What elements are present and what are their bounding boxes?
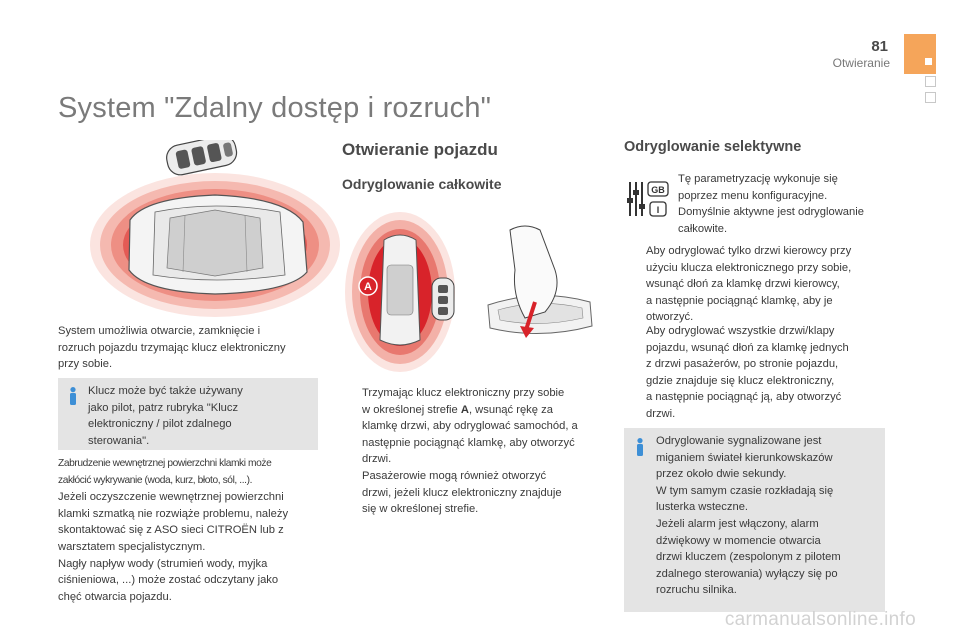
bullet1-line: użyciu klucza elektronicznego przy sobie, [646,261,852,274]
bullet-line: Trzymając klucz elektroniczny przy sobie [362,387,565,399]
info-line: Odryglowanie sygnalizowane jest [656,435,822,447]
chapter-tab [925,76,936,87]
info-box-unlock-signal [624,428,885,612]
warning-line: Nagły napływ wody (strumień wody, myjka [58,557,268,570]
info-line: Klucz może być także używany [88,385,243,397]
warning-line: skontaktować się z ASO sieci CITROËN lub z [58,524,284,537]
i-label: I [656,205,660,215]
config-line: Domyślnie aktywne jest odryglowanie [678,206,864,219]
info-line: W tym samym czasie rozkładają się [656,484,834,497]
info-line: lusterka wsteczne. [656,501,749,514]
info-line: miganiem świateł kierunkowskazów [656,451,833,464]
subtitle-full-unlock: Odryglowanie całkowite [342,176,502,192]
warning-line: zakłócić wykrywanie (woda, kurz, błoto, sól, ...). [58,474,253,486]
info-line: dźwiękowy w momencie otwarcia [656,534,821,547]
zone-a-label: A [364,281,372,293]
info-box-key-remote [58,378,318,450]
warning-line: ciśnieniowa, ...) może zostać odczytany jako [58,574,279,587]
intro-line: przy sobie. [58,358,113,371]
info-line: Jeżeli alarm jest włączony, alarm [656,517,819,530]
info-line: sterowania". [88,434,150,447]
info-line: rozruchu silnika. [656,584,737,597]
bullet-line: Pasażerowie mogą również otworzyć [362,469,547,482]
watermark: carmanualsonline.info [724,609,916,630]
config-line: poprzez menu konfiguracyjne. [678,189,828,202]
bullet1-line: otworzyć. [646,311,694,324]
info-line: drzwi kluczem (zespolonym z pilotem [656,551,841,564]
section-title-opening: Otwieranie pojazdu [342,140,498,159]
bullet2-line: z drzwi pasażerów, po stronie pojazdu, [646,358,839,371]
subtitle-selective-unlock: Odryglowanie selektywne [624,139,802,155]
bullet1-line: wsunąć dłoń za klamkę drzwi kierowcy, [646,278,840,291]
bullet2-line: a następnie pociągnąć ją, aby otworzyć [646,391,842,404]
chapter-tab-active [904,34,936,74]
chapter-tab [925,92,936,103]
info-icon [66,387,80,405]
unlock-zone-illustration [340,210,600,380]
warning-line: warsztatem specjalistycznym. [58,540,206,553]
bullet-line: klamkę drzwi, aby odryglować samochód, a [362,420,578,433]
gb-label: GB [651,185,665,195]
config-line: Tę parametryzację wykonuje się [678,173,838,185]
car-detection-zones-illustration [85,140,345,320]
warning-line: Jeżeli oczyszczenie wewnętrznej powierzchni [58,491,284,504]
bullet-line: następnie pociągnąć klamkę, aby otworzyć [362,436,575,449]
bullet-line: w określonej strefie [362,403,458,416]
intro-line: rozruch pojazdu trzymając klucz elektroniczny [58,341,286,354]
chapter-title: Otwieranie [832,56,890,70]
zone-a-ref: A [460,403,469,416]
bullet-line: drzwi, jeżeli klucz elektroniczny znajduje [362,486,562,499]
bullet2-line: Aby odryglować wszystkie drzwi/klapy [646,325,835,337]
bullet-line: drzwi. [362,453,392,466]
info-line: jako pilot, patrz rubryka "Klucz [88,401,239,414]
warning-line: Zabrudzenie wewnętrznej powierzchni klamki może [58,458,272,469]
page-title: System "Zdalny dostęp i rozruch" [58,92,492,124]
bullet2-line: drzwi. [646,407,676,420]
bullet1-line: a następnie pociągnąć klamkę, aby je [646,294,833,307]
bullet-line: , wsunąć rękę za [468,403,553,416]
intro-line: System umożliwia otwarcie, zamknięcie i [58,325,261,337]
info-line: przez około dwie sekundy. [656,468,787,481]
page-number: 81 [871,38,888,55]
config-menu-icon [626,178,670,220]
info-line: elektroniczny / pilot zdalnego [88,418,232,431]
config-line: całkowite. [678,222,728,235]
bullet1-line: Aby odryglować tylko drzwi kierowcy przy [646,245,852,257]
info-icon [633,438,647,456]
bullet2-line: pojazdu, wsunąć dłoń za klamkę jednych [646,341,849,354]
bullet-line: się w określonej strefie. [362,503,479,516]
bullet2-line: gdzie znajduje się klucz elektroniczny, [646,374,835,387]
warning-line: klamki szmatką nie rozwiąże problemu, należy [58,507,289,520]
warning-line: chęć otwarcia pojazdu. [58,590,172,603]
info-line: zdalnego sterowania) wyłączy się po [656,567,838,580]
